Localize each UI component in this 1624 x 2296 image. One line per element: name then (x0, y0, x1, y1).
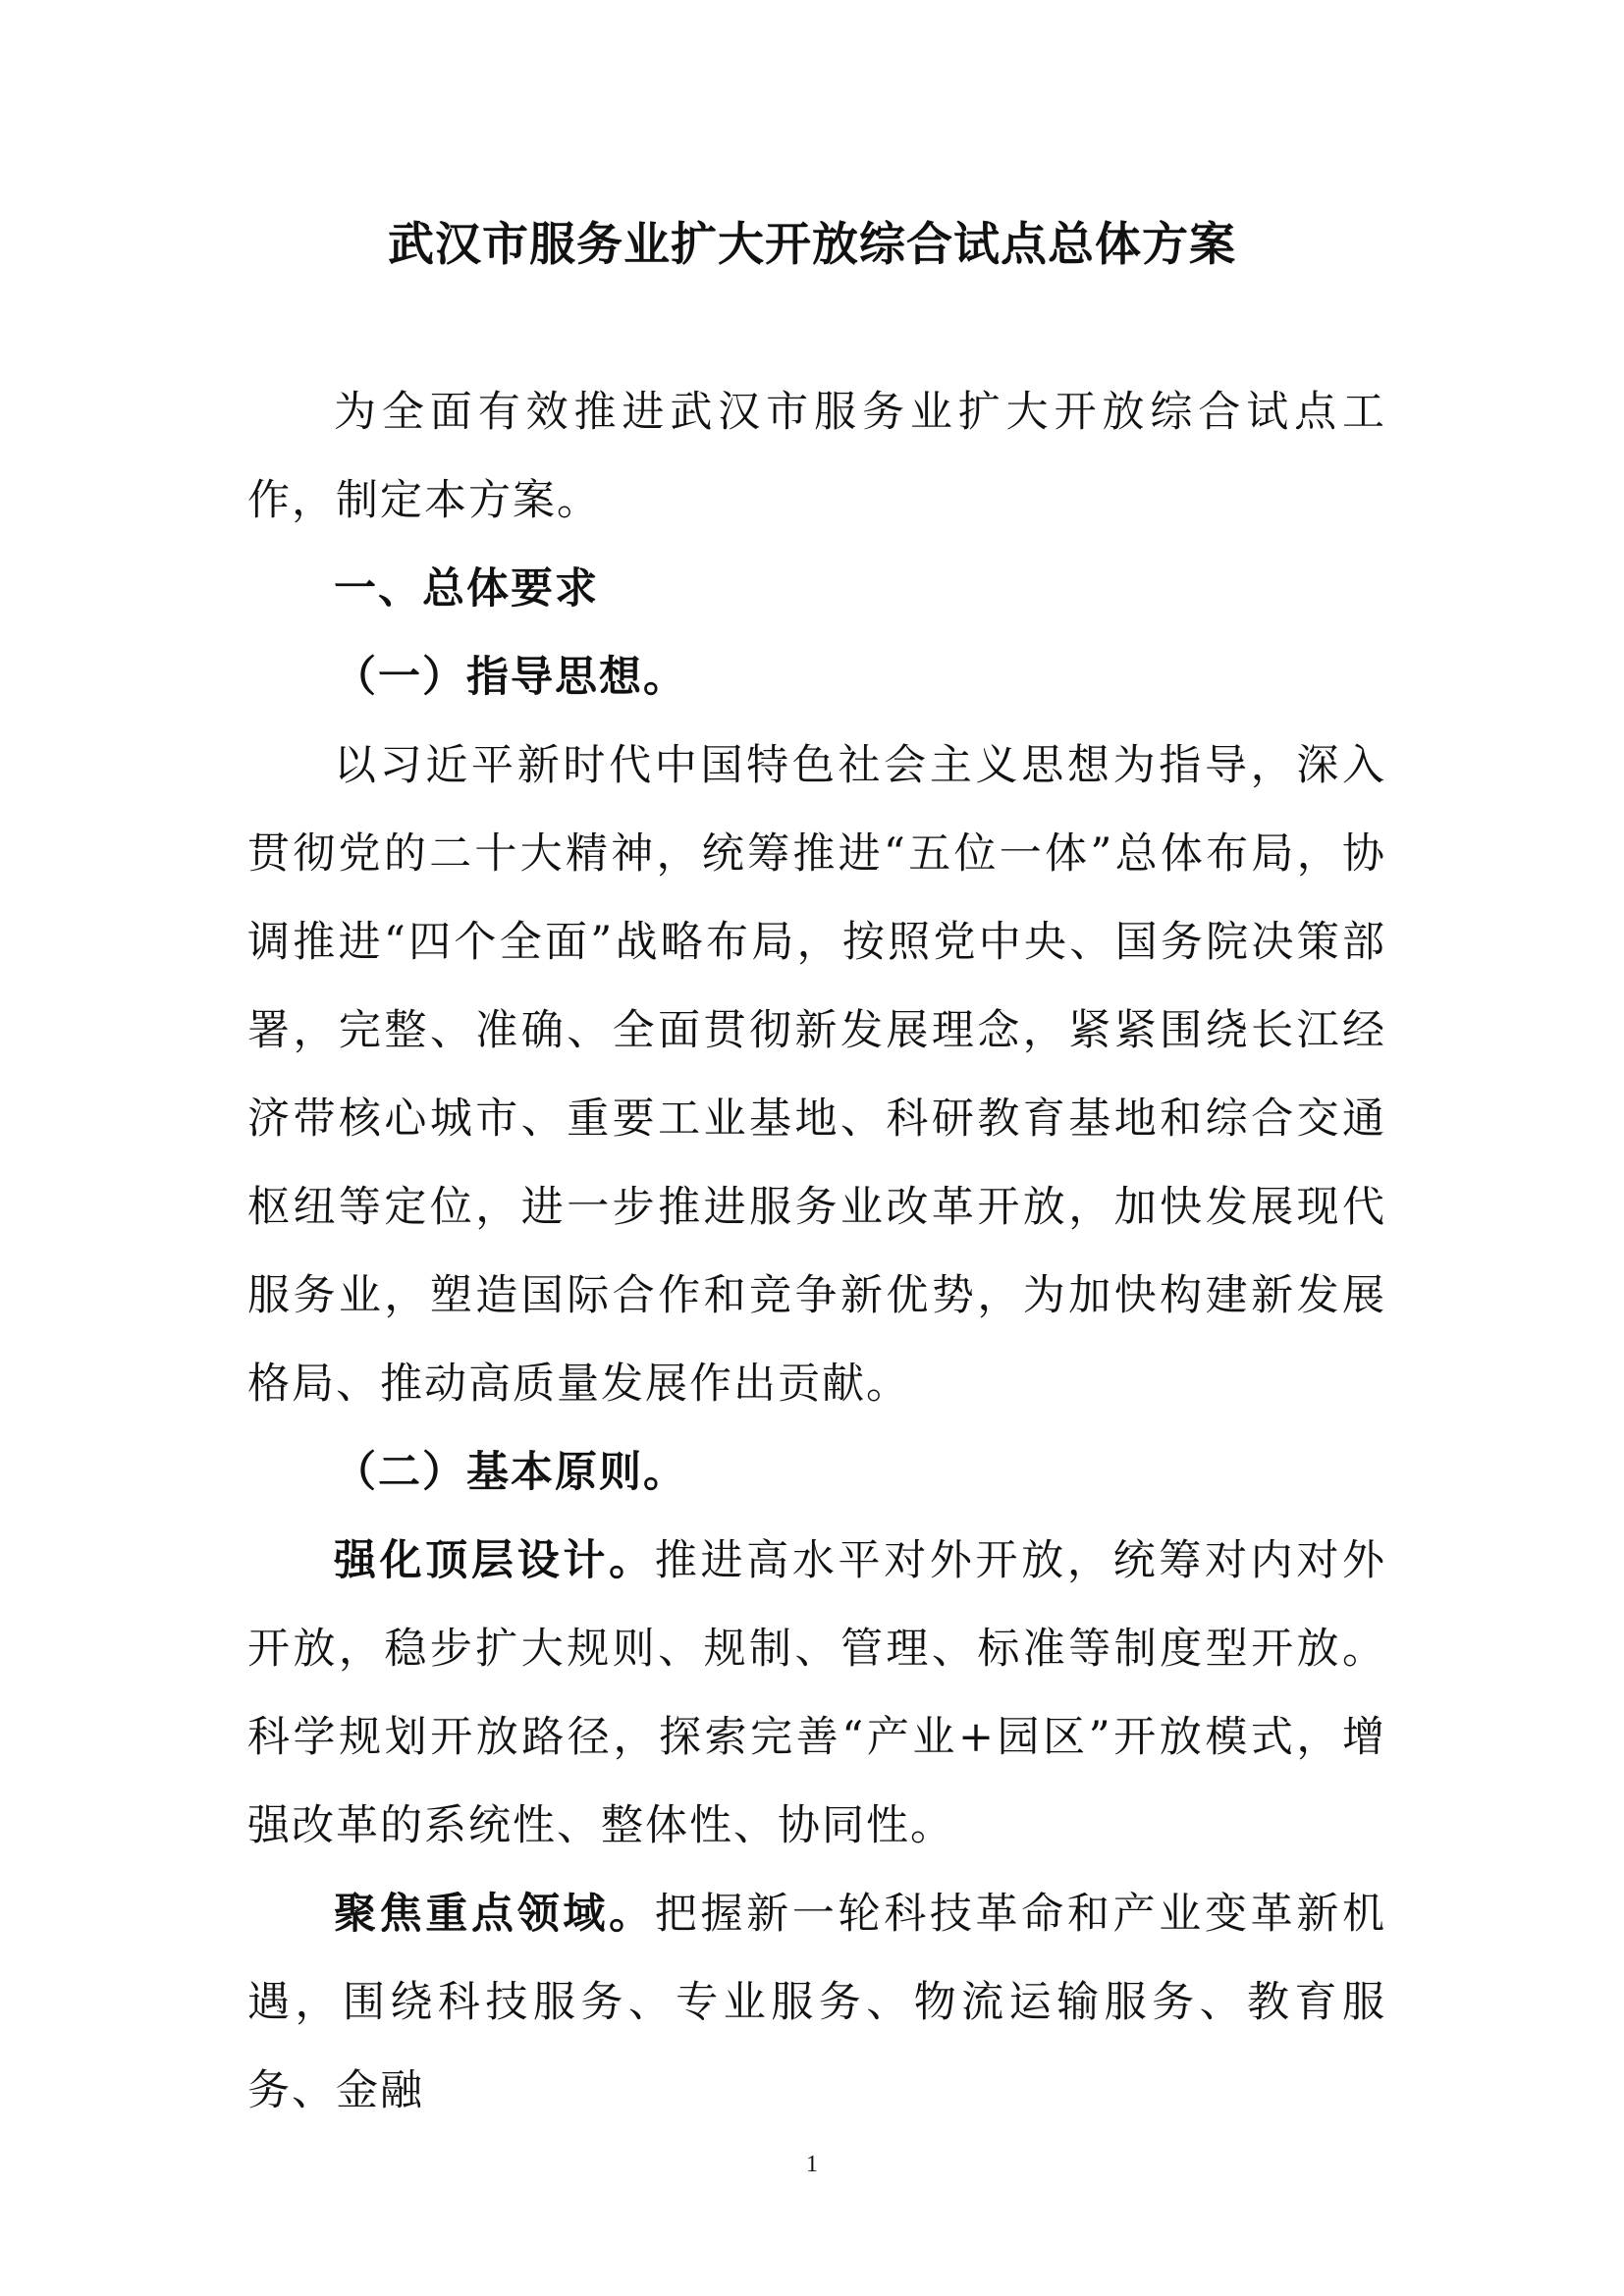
principle-text-key-areas: 把握新一轮科技革命和产业变革新机遇，围绕科技服务、专业服务、物流运输服务、教育服务、金融 (247, 1890, 1387, 2115)
document-body (247, 368, 1386, 2135)
intro-paragraph: 为全面有效推进武汉市服务业扩大开放综合试点工作，制定本方案。 (247, 388, 1386, 525)
principle-lead-key-areas: 聚焦重点领域。 (334, 1890, 655, 1939)
principle-lead-top-level-design: 强化顶层设计。 (334, 1536, 655, 1585)
section-heading-general-requirements: 一、总体要求 (334, 564, 599, 614)
document-title: 武汉市服务业扩大开放综合试点总体方案 (388, 218, 1236, 272)
guiding-ideology-paragraph: 以习近平新时代中国特色社会主义思想为指导，深入贯彻党的二十大精神，统筹推进“五位一体”总体布局，协调推进“四个全面”战略布局，按照党中央、国务院决策部署，完整、准确、全面贯彻新发展理念，紧紧围绕长江经济带核心城市、重要工业基地、科研教育基地和综合交通枢纽等定位，进一步推进服务业改革开放，加快发展现代服务业，塑造国际合作和竞争新优势，为加快构建新发展格局、推动高质量发展作出贡献。 (247, 741, 1386, 1409)
principle-paragraph-key-areas (247, 1870, 1386, 2135)
page-number: 1 (806, 2152, 818, 2177)
principle-text-top-level-design: 推进高水平对外开放，统筹对内对外开放，稳步扩大规则、规制、管理、标准等制度型开放。科学规划开放路径，探索完善“产业+园区”开放模式，增强改革的系统性、整体性、协同性。 (247, 1536, 1387, 1850)
principle-paragraph-top-level-design (247, 1517, 1386, 1870)
subsection-heading-guiding-ideology: （一）指导思想。 (334, 653, 687, 702)
subsection-heading-basic-principles: （二）基本原则。 (334, 1448, 687, 1497)
